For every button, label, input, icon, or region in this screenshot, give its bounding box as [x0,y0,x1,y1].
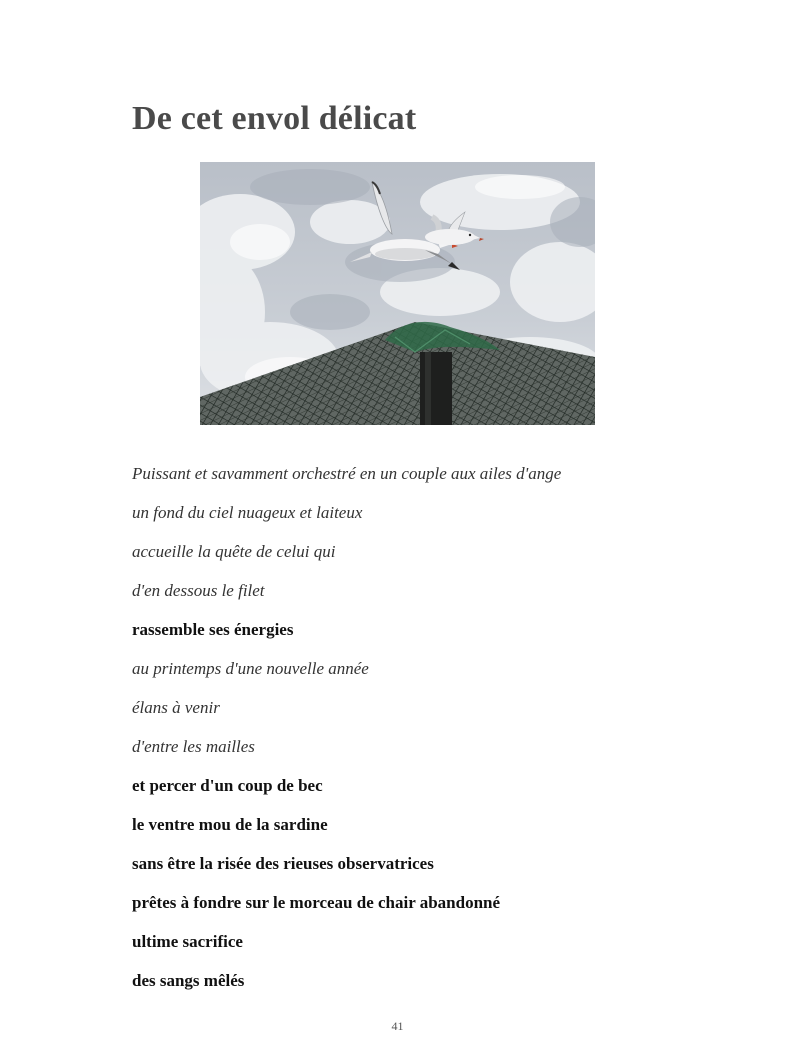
poem [132,462,561,1008]
poem-line: sans être la risée des rieuses observatrices [132,854,434,873]
poem-line: accueille la quête de celui qui [132,542,336,561]
poem-line: le ventre mou de la sardine [132,815,328,834]
page-number: 41 [391,1019,404,1033]
poem-line: ultime sacrifice [132,932,243,951]
poem-line: au printemps d'une nouvelle année [132,659,369,678]
poem-line: prêtes à fondre sur le morceau de chair abandonné [132,893,501,912]
poem-line: un fond du ciel nuageux et laiteux [132,503,363,522]
poem-line: élans à venir [132,698,220,717]
poem-line: d'entre les mailles [132,737,255,756]
seagulls-photo [200,162,595,425]
page-title: De cet envol délicat [132,100,417,137]
poem-line: et percer d'un coup de bec [132,776,323,795]
poem-line: rassemble ses énergies [132,620,294,639]
poem-line: d'en dessous le filet [132,581,265,600]
poem-line: Puissant et savamment orchestré en un couple aux ailes d'ange [132,464,562,483]
poem-line: des sangs mêlés [132,971,245,990]
